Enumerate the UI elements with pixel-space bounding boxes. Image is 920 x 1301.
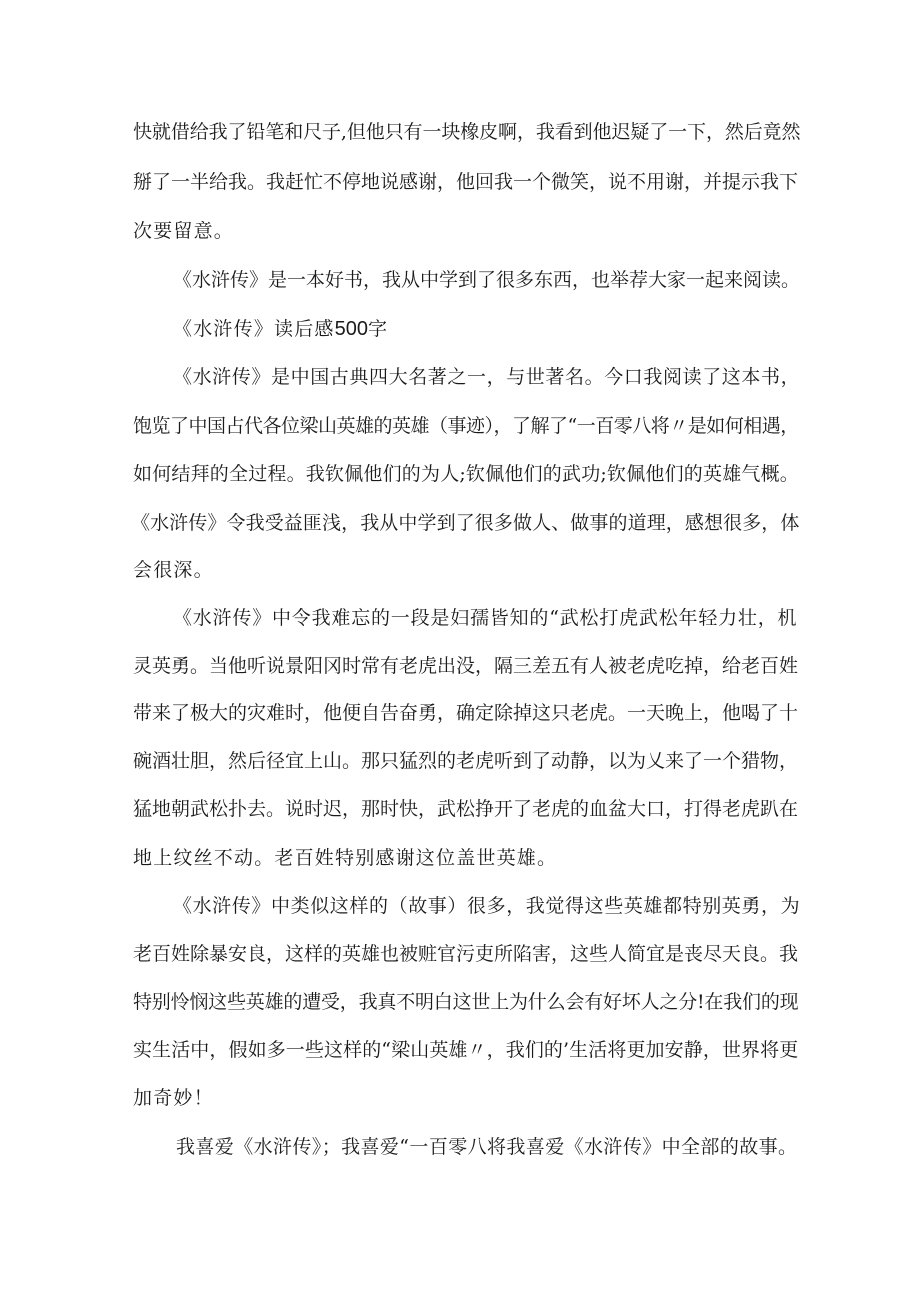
paragraph-3-line-3: 如何结拜的全过程。我钦佩他们的为人;钦佩他们的武功;钦佩他们的英雄气概。 (133, 463, 800, 485)
paragraph-2-line-1: 《水浒传》是一本好书，我从中学到了很多东西，也举荐大家一起来阅读。 (173, 269, 801, 291)
paragraph-6-line-1: 我喜爱《水浒传》；我喜爱“一百零八将我喜爱《水浒传》中全部的故事。 (176, 1136, 798, 1158)
paragraph-3-line-5: 会很深。 (133, 559, 214, 581)
paragraph-4-line-3: 带来了极大的灾难时，他便自告奋勇，确定除掉这只老虎。一天晚上，他喝了十 (133, 702, 799, 724)
paragraph-4-line-4: 碗酒壮胆，然后径宜上山。那只猛烈的老虎听到了动静，以为乂来了一个猎物， (133, 750, 799, 772)
paragraph-4-line-1: 《水浒传》中令我难忘的一段是妇孺皆知的“武松打虎武松年轻力壮，机 (173, 607, 798, 629)
paragraph-5-line-2: 老百姓除暴安良，这样的英雄也被赃官污吏所陷害，这些人简宜是丧尽天良。我 (133, 943, 799, 965)
paragraph-4-line-6: 地上纹丝不动。老百姓特别感谢这位盖世英雄。 (133, 847, 558, 869)
paragraph-3-line-1: 《水浒传》是中国古典四大名著之一，与世著名。今口我阅读了这本书， (173, 366, 801, 388)
heading-number: 500 (334, 318, 368, 340)
paragraph-5-line-1: 《水浒传》中类似这样的（故事）很多，我觉得这些英雄都特别英勇，为 (173, 895, 801, 917)
paragraph-3-line-4: 《水浒传》令我受益匪浅，我从中学到了很多做人、做事的道理，感想很多，体 (131, 512, 800, 534)
paragraph-1-line-1: 快就借给我了铅笔和尺子,但他只有一块橡皮啊，我看到他迟疑了一下，然后竟然 (133, 121, 801, 143)
paragraph-5-line-3: 特别怜悯这些英雄的遭受，我真不明白这世上为什么会有好坏人之分!在我们的现 (133, 991, 799, 1013)
paragraph-5-line-5: 加奇妙！ (133, 1087, 214, 1109)
heading-suffix: 字 (367, 318, 389, 340)
paragraph-4-line-5: 猛地朝武松扑去。说时迟，那时快，武松挣开了老虎的血盆大口，打得老虎趴在 (133, 798, 799, 820)
paragraph-5-line-4: 实生活中，假如多一些这样的“梁山英雄〃，我们的’生活将更加安静，世界将更 (133, 1039, 799, 1061)
essay-heading (173, 316, 388, 342)
heading-prefix: 《水浒传》读后感 (173, 318, 335, 340)
paragraph-1-line-2: 掰了一半给我。我赶忙不停地说感谢，他回我一个微笑，说不用谢，并提示我下 (133, 171, 799, 193)
paragraph-3-line-2: 饱览了中国占代各位梁山英雄的英雄（事迹），了解了“一百零八将〃是如何相遇， (133, 415, 799, 437)
paragraph-1-line-3: 次要留意。 (133, 220, 235, 242)
paragraph-4-line-2: 灵英勇。当他听说景阳冈时常有老虎出没，隔三差五有人被老虎吃掉，给老百姓 (133, 655, 799, 677)
